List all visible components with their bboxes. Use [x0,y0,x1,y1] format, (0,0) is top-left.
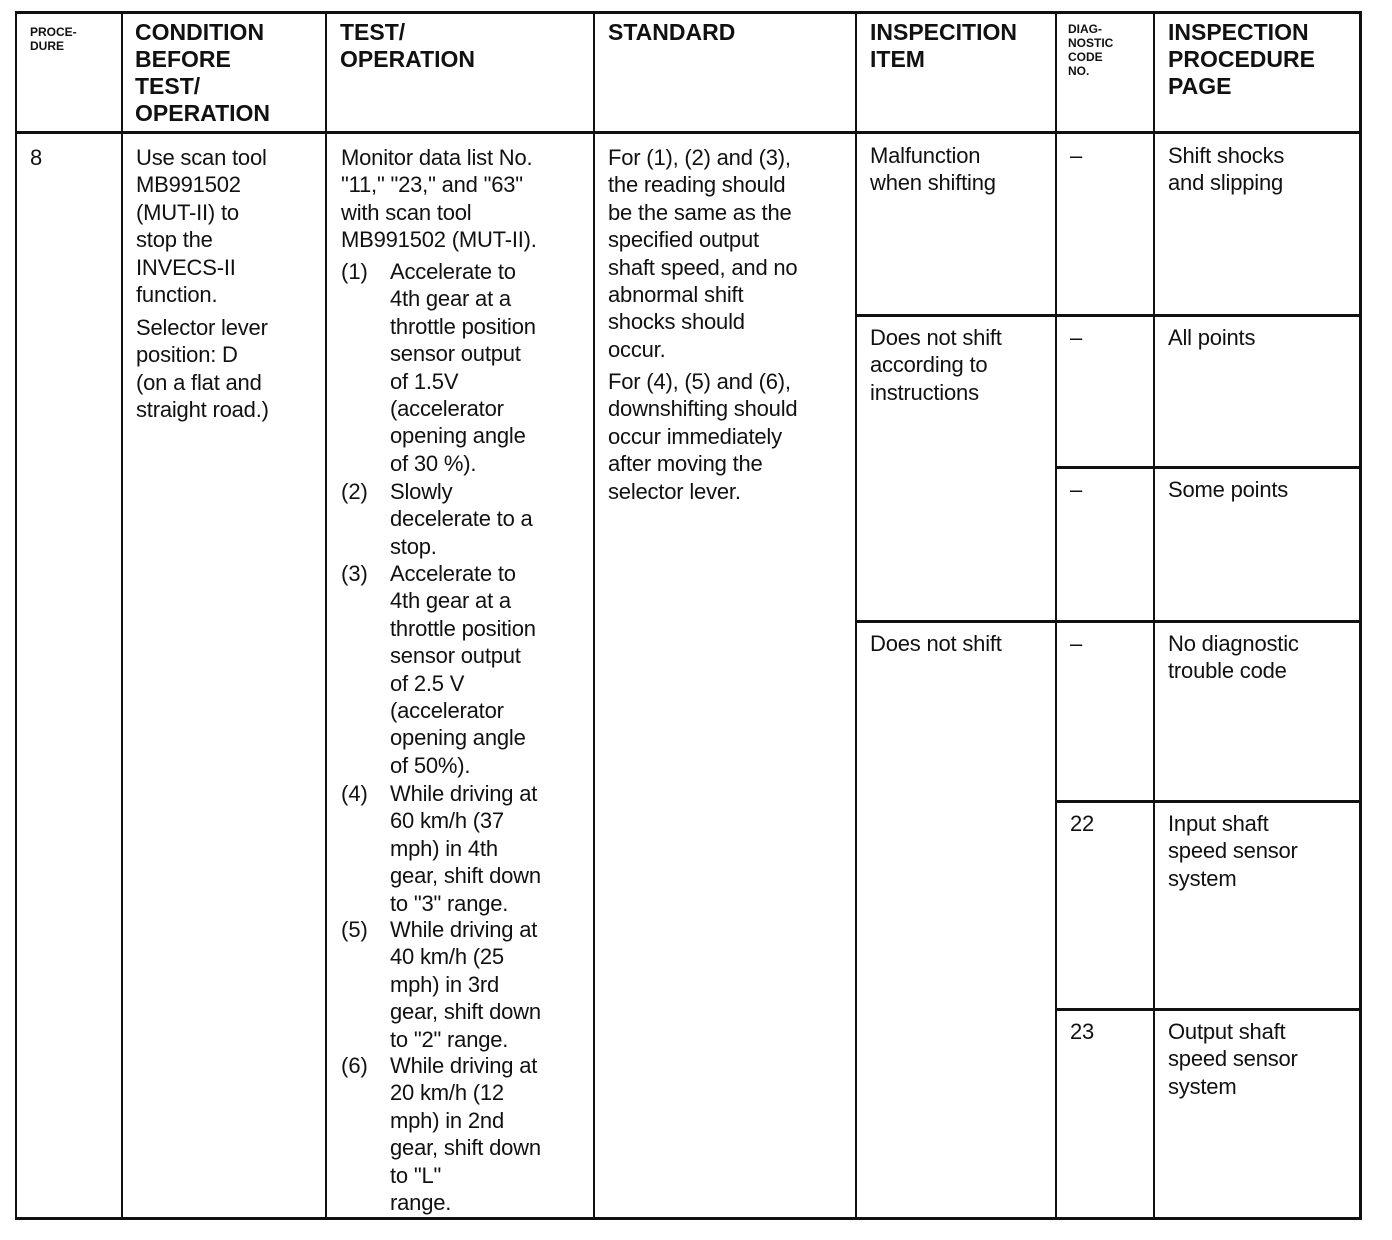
column-divider [1055,11,1057,1220]
header-inspection-item: INSPECITION ITEM [870,19,1017,72]
step-text: While driving at 20 km/h (12 mph) in 2nd gear, shift down to "L" range. [390,1053,541,1216]
test-intro: Monitor data list No. "11," "23," and "63" with scan tool MB991502 (MUT-II). [341,145,537,253]
step-text: Accelerate to 4th gear at a throttle position sensor output of 2.5 V (accelerator opening angle of 50%). [390,561,536,778]
row-divider [1056,1008,1360,1011]
table-border-bottom [16,1217,1362,1220]
step-text: While driving at 40 km/h (25 mph) in 3rd gear, shift down to "2" range. [390,917,541,1052]
diagnostic-code: – [1070,325,1083,350]
diagnostic-code: – [1070,477,1083,502]
header-condition: CONDITION BEFORE TEST/ OPERATION [135,19,271,126]
header-diagnostic-code: DIAG- NOSTIC CODE NO. [1068,22,1114,78]
header-procedure: PROCE- DURE [30,25,77,53]
step-text: While driving at 60 km/h (37 mph) in 4th gear, shift down to "3" range. [390,781,541,916]
step-number: (4) [341,781,368,806]
inspection-item: Does not shift [870,631,1002,656]
row-divider [1056,466,1360,469]
table-border-right [1359,11,1362,1220]
header-procedure-page: INSPECTION PROCEDURE PAGE [1168,19,1315,99]
header-test-operation: TEST/ OPERATION [340,19,476,72]
row-divider [856,620,1360,623]
step-number: (3) [341,561,368,586]
procedure-page: Output shaft speed sensor system [1168,1019,1298,1099]
procedure-page: Some points [1168,477,1289,502]
procedure-page: Shift shocks and slipping [1168,143,1285,196]
inspection-item: Malfunction when shifting [870,143,996,196]
condition-text: Use scan tool MB991502 (MUT-II) to stop the INVECS-II function. [136,145,267,308]
row-divider [856,314,1360,317]
table-border-left [15,11,17,1220]
condition-selector: Selector lever position: D (on a flat and straight road.) [136,315,269,423]
step-number: (6) [341,1053,368,1078]
row-divider [1056,800,1360,803]
column-divider [1153,11,1155,1220]
step-text: Slowly decelerate to a stop. [390,479,533,559]
header-standard: STANDARD [608,19,736,45]
procedure-page: Input shaft speed sensor system [1168,811,1298,891]
step-number: (5) [341,917,368,942]
procedure-page: No diagnostic trouble code [1168,631,1299,684]
diagnostic-code: – [1070,143,1083,168]
column-divider [593,11,595,1220]
column-divider [325,11,327,1220]
step-number: (1) [341,259,368,284]
step-text: Accelerate to 4th gear at a throttle position sensor output of 1.5V (accelerator opening angle of 30 %). [390,259,536,476]
table-border-top [16,11,1362,14]
diagnostic-code: 22 [1070,811,1095,836]
standard-text: For (1), (2) and (3), the reading should be the same as the specified output shaft speed, and no abnormal shift shocks should occur. [608,145,798,362]
column-divider [121,11,123,1220]
column-divider [855,11,857,1220]
procedure-page: All points [1168,325,1256,350]
step-number: (2) [341,479,368,504]
header-divider [16,131,1362,134]
diagnostic-code: – [1070,631,1083,656]
procedure-number: 8 [30,145,43,170]
standard-text: For (4), (5) and (6), downshifting should occur immediately after moving the selector lever. [608,369,798,504]
inspection-item: Does not shift according to instructions [870,325,1002,405]
diagnostic-code: 23 [1070,1019,1095,1044]
